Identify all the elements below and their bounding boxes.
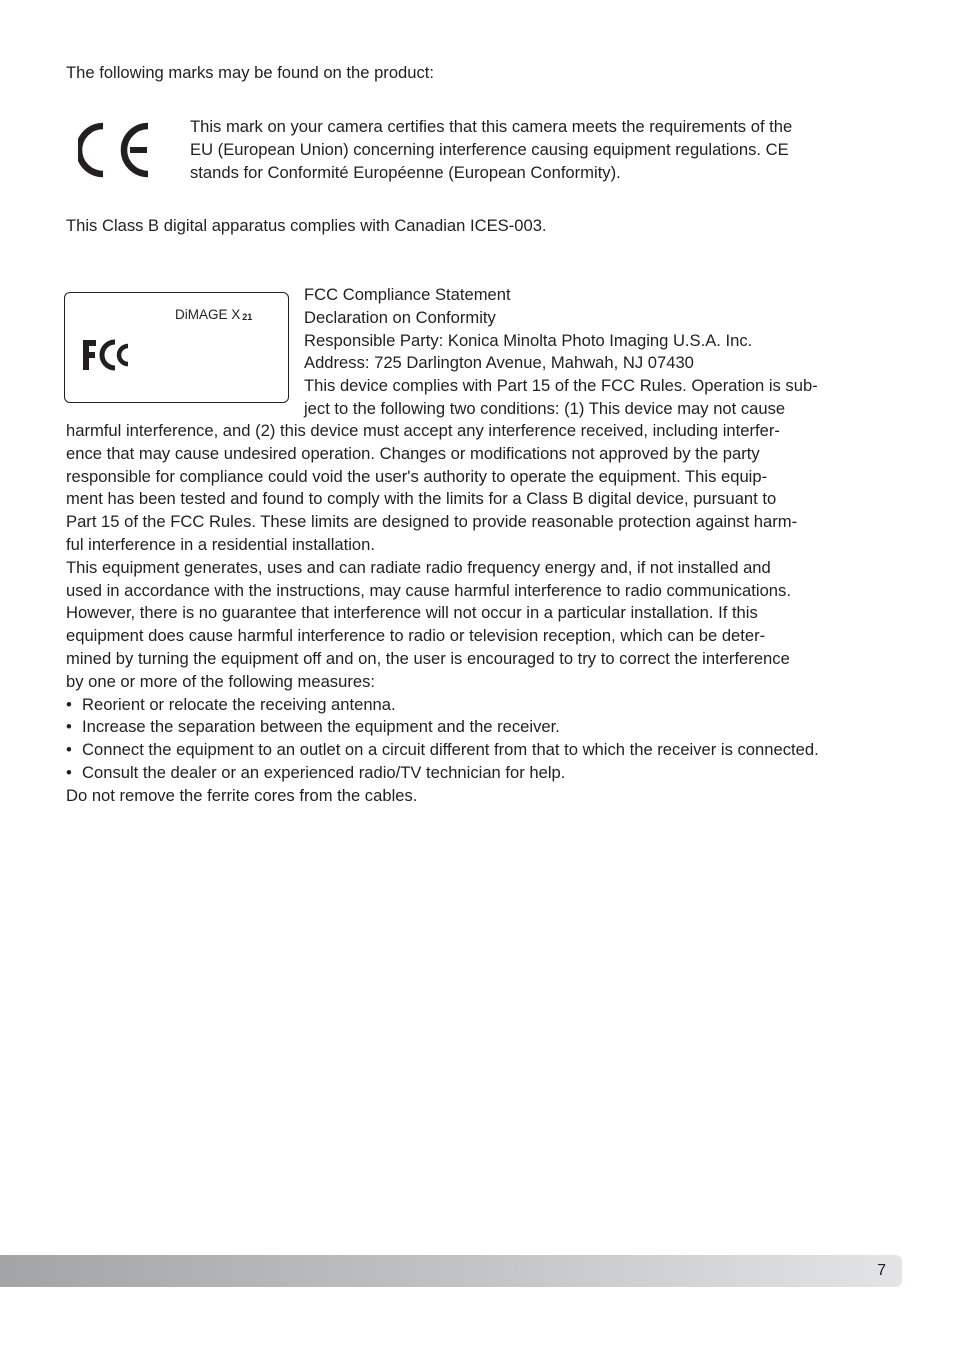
fcc-responsible-party: Responsible Party: Konica Minolta Photo Imaging U.S.A. Inc.	[304, 330, 753, 350]
fcc-text-line: equipment does cause harmful interference to radio or television reception, which can be deter-	[66, 626, 766, 646]
fcc-text-line: harmful interference, and (2) this device must accept any interference received, including interfer-	[66, 421, 780, 440]
fcc-text-line: ful interference in a residential installation.	[66, 534, 376, 554]
ce-mark-icon	[78, 122, 154, 178]
ferrite-note: Do not remove the ferrite cores from the cables.	[66, 785, 418, 805]
model-number: 21	[242, 312, 253, 322]
fcc-text-line: by one or more of the following measures:	[66, 671, 375, 691]
fcc-title: FCC Compliance Statement	[304, 285, 511, 304]
intro-text: The following marks may be found on the product:	[66, 63, 435, 82]
fcc-text-line: ence that may cause undesired operation. Changes or modifications not approved by the party	[66, 443, 760, 463]
fcc-text-line: Part 15 of the FCC Rules. These limits are designed to provide reasonable protection against harm-	[66, 512, 798, 532]
fcc-text-line: used in accordance with the instructions, may cause harmful interference to radio communications.	[66, 580, 791, 600]
ce-description	[190, 116, 880, 184]
list-item: • Consult the dealer or an experienced radio/TV technician for help.	[66, 762, 884, 785]
fcc-label-box	[64, 292, 289, 403]
fcc-text-line: ment has been tested and found to comply with the limits for a Class B digital device, pursuant to	[66, 489, 777, 509]
fcc-model-label	[175, 307, 252, 324]
list-item: • Connect the equipment to an outlet on a circuit different from that to which the receiver is connected.	[66, 739, 884, 762]
canada-compliance: This Class B digital apparatus complies with Canadian ICES-003.	[66, 216, 547, 235]
footer-bar	[0, 1255, 902, 1287]
model-name: DiMAGE X	[175, 307, 241, 322]
fcc-declaration: Declaration on Conformity	[304, 307, 496, 327]
fcc-text-line: responsible for compliance could void the user's authority to operate the equipment. This equip-	[66, 466, 768, 486]
fcc-text-line: mined by turning the equipment off and on, the user is encouraged to try to correct the interference	[66, 648, 790, 668]
fcc-text-line: This equipment generates, uses and can radiate radio frequency energy and, if not installed and	[66, 557, 771, 577]
fcc-text-line: ject to the following two conditions: (1) This device may not cause	[304, 398, 786, 418]
fcc-statement-header	[304, 284, 884, 421]
page-number: 7	[877, 1262, 886, 1279]
ce-line: stands for Conformité Européenne (European Conformity).	[190, 162, 621, 182]
ce-line: This mark on your camera certifies that this camera meets the requirements of the	[190, 117, 793, 136]
measures-list	[66, 694, 884, 785]
ce-line: EU (European Union) concerning interference causing equipment regulations. CE	[190, 139, 789, 159]
fcc-logo-icon	[81, 337, 131, 373]
fcc-statement-body	[66, 420, 884, 808]
list-item: • Increase the separation between the equipment and the receiver.	[66, 716, 884, 739]
fcc-address: Address: 725 Darlington Avenue, Mahwah, NJ 07430	[304, 353, 694, 373]
list-item: • Reorient or relocate the receiving antenna.	[66, 694, 884, 717]
fcc-text-line: This device complies with Part 15 of the FCC Rules. Operation is sub-	[304, 376, 818, 396]
fcc-text-line: However, there is no guarantee that interference will not occur in a particular installation. If this	[66, 603, 758, 623]
